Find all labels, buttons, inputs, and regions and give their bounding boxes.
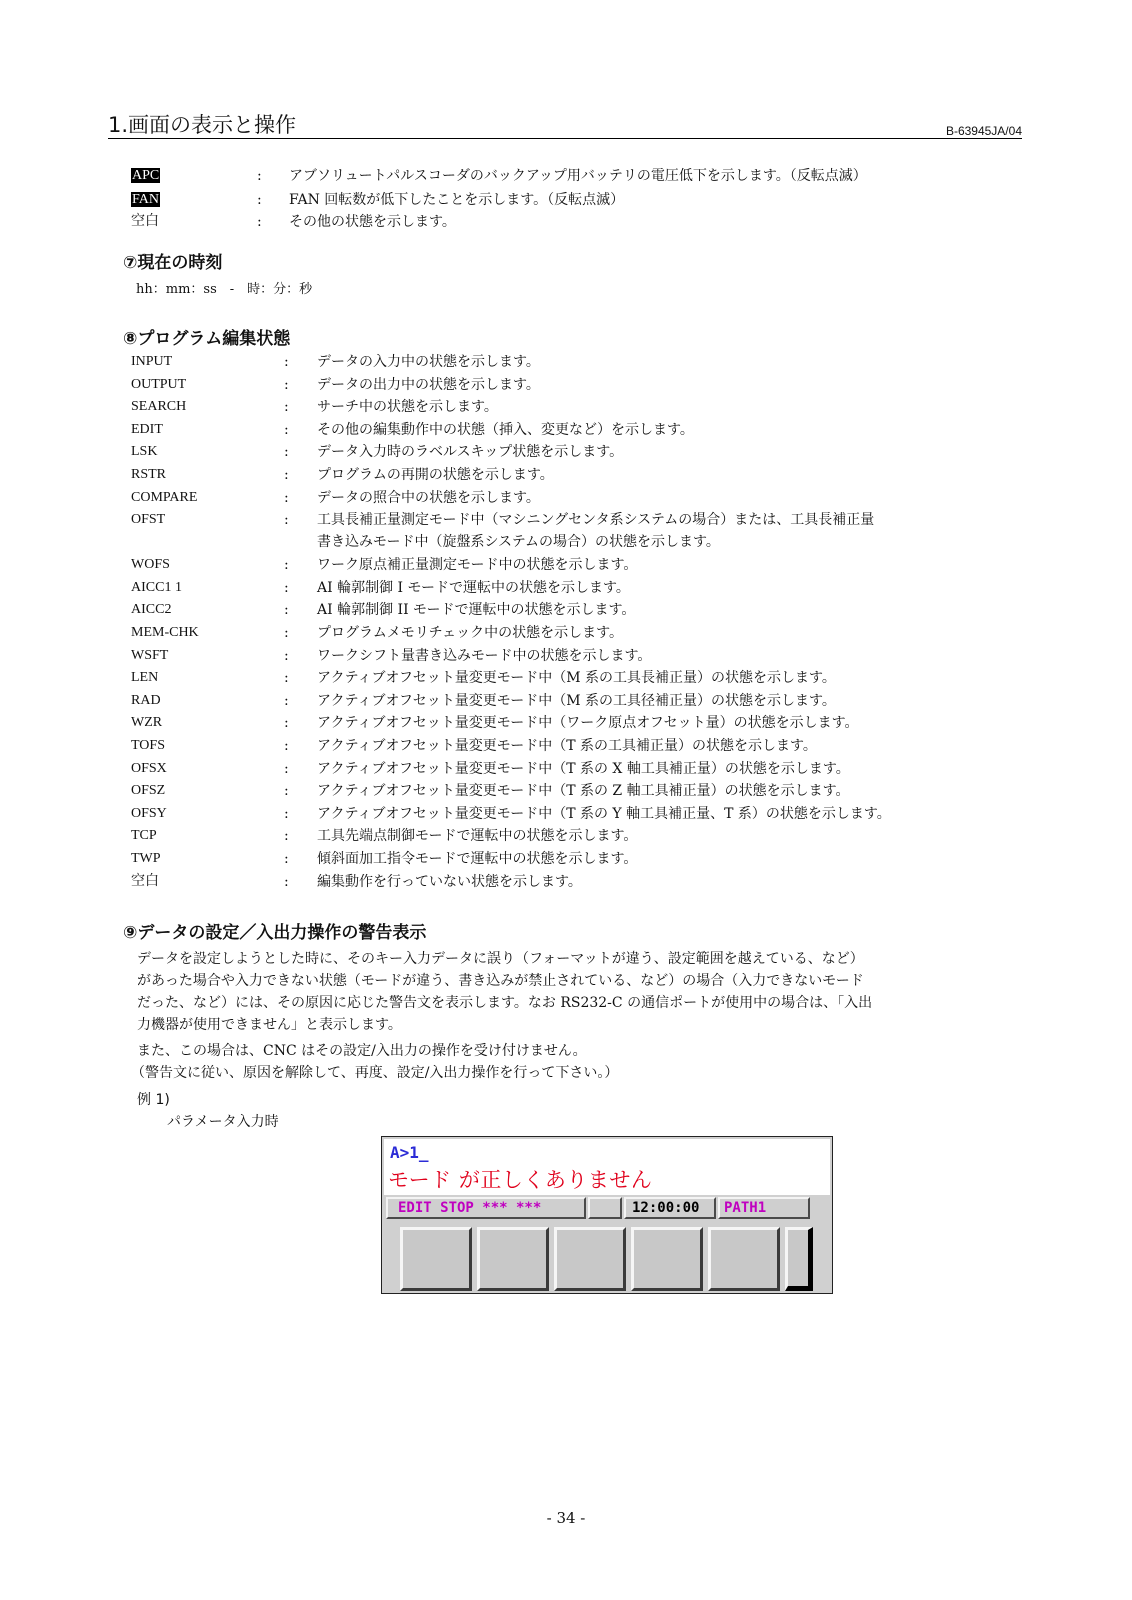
cnc-status-time-text: 12:00:00 [632,1200,700,1216]
edit-status-desc: データの出力中の状態を示します。 [317,376,540,393]
cnc-status-mode [386,1197,586,1219]
cnc-warning-message: モード が正しくありません [384,1166,830,1195]
edit-status-colon: : [284,512,289,529]
edit-status-desc: プログラムの再開の状態を示します。 [317,467,554,483]
alarm-status-code: 空白 [131,214,159,229]
cnc-softkey-continue[interactable] [785,1227,813,1291]
cnc-softkey[interactable] [708,1227,780,1291]
edit-status-code: AICC2 [131,602,172,618]
edit-status-colon: : [284,579,289,596]
edit-status-colon: : [284,692,289,709]
edit-status-colon: : [284,557,289,574]
edit-status-desc: ワークシフト量書き込みモード中の状態を示します。 [317,647,652,664]
section9-paragraph-line: また、この場合は、CNC はその設定/入出力の操作を受け付けません。 [137,1043,587,1059]
cnc-softkey[interactable] [631,1227,703,1291]
edit-status-desc: アクティブオフセット量変更モード中（T 系の X 軸工具補正量）の状態を示します。 [317,760,850,777]
cnc-screen-example [381,1136,833,1294]
cnc-status-path [718,1197,810,1219]
cnc-status-mode-text: EDIT STOP *** *** [398,1200,542,1216]
edit-status-code: SEARCH [131,399,187,415]
edit-status-colon: : [284,783,289,800]
edit-status-code: TOFS [131,738,165,753]
alarm-status-desc: FAN 回転数が低下したことを示します。（反転点滅） [289,192,625,208]
edit-status-code: EDIT [131,421,163,437]
example-label: 例 1) [137,1092,170,1108]
edit-status-desc: 編集動作を行っていない状態を示します。 [317,873,582,890]
edit-status-colon: : [284,873,289,890]
page-number: - 34 - [546,1509,586,1527]
edit-status-colon: : [284,354,289,370]
page-section-title: 1.画面の表示と操作 [108,113,297,137]
edit-status-code: TCP [131,828,157,844]
edit-status-colon: : [284,602,289,619]
edit-status-desc: データ入力時のラベルスキップ状態を示します。 [317,444,624,461]
edit-status-colon: : [284,376,289,393]
edit-status-desc: アクティブオフセット量変更モード中（M 系の工具径補正量）の状態を示します。 [317,692,836,709]
edit-status-desc: プログラムメモリチェック中の状態を示します。 [317,625,624,641]
edit-status-code: WZR [131,715,163,731]
cnc-status-blank [588,1197,622,1219]
edit-status-desc: AI 輪郭制御 II モードで運転中の状態を示します。 [317,602,636,619]
edit-status-code: WSFT [131,647,169,663]
edit-status-code: RAD [131,692,161,708]
edit-status-colon: : [284,670,289,687]
edit-status-desc: AI 輪郭制御 I モードで運転中の状態を示します。 [317,579,630,596]
section9-paragraph-line: だった、など）には、その原因に応じた警告文を表示します。なお RS232-C の通信ポートが使用中の場合は、「入出 [137,995,873,1011]
section9-paragraph-line: 力機器が使用できません」と表示します。 [137,1017,402,1033]
edit-status-code: COMPARE [131,489,198,505]
edit-status-desc: 工具長補正量測定モード中（マシニングセンタ系システムの場合）または、工具長補正量 [317,512,875,529]
alarm-status-colon: : [257,168,262,184]
edit-status-desc: データの照合中の状態を示します。 [317,489,540,506]
section9-paragraph-line: があった場合や入力できない状態（モードが違う、書き込みが禁止されている、など）の場合（入力できないモード [137,973,864,989]
header-rule [108,138,1022,139]
edit-status-colon: : [284,399,289,416]
section8-heading: ⑧プログラム編集状態 [123,329,291,349]
edit-status-colon: : [284,625,289,641]
alarm-status-colon: : [257,192,262,208]
edit-status-code: OFST [131,512,166,528]
edit-status-desc: アクティブオフセット量変更モード中（T 系の Y 軸工具補正量、T 系）の状態を示します。 [317,805,891,822]
cnc-status-path-text: PATH1 [724,1200,767,1216]
cnc-status-time [624,1197,716,1219]
edit-status-colon: : [284,805,289,822]
alarm-status-code: FAN [132,192,159,207]
edit-status-desc-cont: 書き込みモード中（旋盤系システムの場合）の状態を示します。 [317,534,720,551]
edit-status-colon: : [284,738,289,754]
edit-status-colon: : [284,828,289,845]
section9-paragraph-line: （警告文に従い、原因を解除して、再度、設定/入出力操作を行って下さい。） [131,1065,619,1081]
edit-status-code: OFSY [131,805,167,821]
cnc-softkey[interactable] [400,1227,472,1291]
edit-status-colon: : [284,647,289,664]
edit-status-code: 空白 [131,873,159,889]
edit-status-code: LEN [131,670,159,686]
edit-status-colon: : [284,851,289,867]
edit-status-code: OFSZ [131,783,166,799]
edit-status-desc: アクティブオフセット量変更モード中（T 系の Z 軸工具補正量）の状態を示します。 [317,783,850,800]
cnc-softkey[interactable] [554,1227,626,1291]
alarm-status-code: APC [132,168,160,183]
edit-status-code: OFSX [131,760,167,776]
edit-status-desc: データの入力中の状態を示します。 [317,354,540,370]
edit-status-colon: : [284,489,289,506]
edit-status-colon: : [284,715,289,732]
edit-status-colon: : [284,760,289,777]
edit-status-desc: ワーク原点補正量測定モード中の状態を示します。 [317,557,638,574]
time-format: hh：mm：ss - 時：分：秒 [136,282,313,297]
edit-status-desc: アクティブオフセット量変更モード中（M 系の工具長補正量）の状態を示します。 [317,670,836,687]
alarm-status-desc: アブソリュートパルスコーダのバックアップ用バッテリの電圧低下を示します。（反転点滅） [289,168,867,184]
edit-status-desc: アクティブオフセット量変更モード中（ワーク原点オフセット量）の状態を示します。 [317,715,859,732]
document-code: B-63945JA/04 [945,124,1022,138]
alarm-status-desc: その他の状態を示します。 [289,214,456,230]
edit-status-colon: : [284,444,289,461]
edit-status-desc: アクティブオフセット量変更モード中（T 系の工具補正量）の状態を示します。 [317,738,817,754]
section9-paragraph-line: データを設定しようとした時に、そのキー入力データに誤り（フォーマットが違う、設定範囲を越えている、など） [137,951,864,967]
alarm-status-colon: : [257,214,262,230]
edit-status-desc: その他の編集動作中の状態（挿入、変更など）を示します。 [317,421,694,438]
edit-status-colon: : [284,467,289,483]
edit-status-code: MEM-CHK [131,625,199,640]
edit-status-code: AICC1 1 [131,579,182,595]
edit-status-code: OUTPUT [131,376,187,392]
example-caption: パラメータ入力時 [167,1114,279,1130]
cnc-softkey[interactable] [477,1227,549,1291]
edit-status-code: RSTR [131,467,167,482]
edit-status-desc: 傾斜面加工指令モードで運転中の状態を示します。 [317,851,638,867]
edit-status-code: INPUT [131,354,173,369]
edit-status-desc: 工具先端点制御モードで運転中の状態を示します。 [317,828,638,845]
edit-status-code: WOFS [131,557,170,573]
edit-status-desc: サーチ中の状態を示します。 [317,399,498,416]
cnc-key-input-line: A>1_ [384,1139,830,1166]
edit-status-colon: : [284,421,289,438]
section9-heading: ⑨データの設定／入出力操作の警告表示 [123,923,427,943]
section7-heading: ⑦現在の時刻 [123,253,223,273]
edit-status-code: LSK [131,444,158,460]
edit-status-code: TWP [131,851,161,866]
